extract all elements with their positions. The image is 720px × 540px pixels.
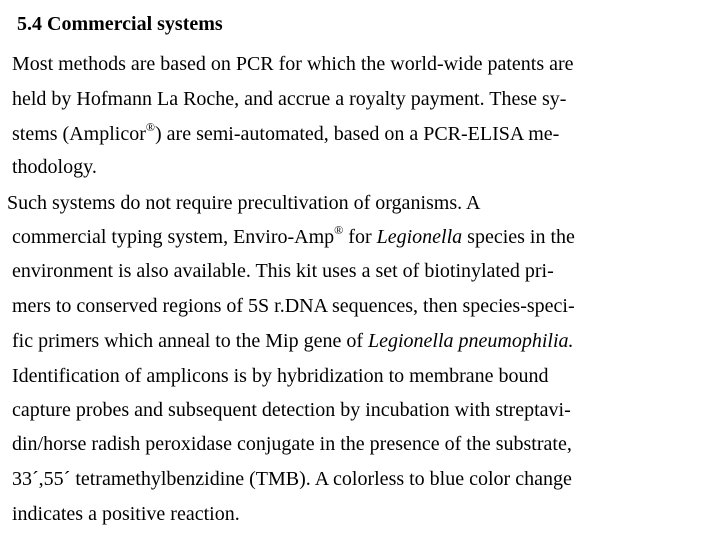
text-run: fic primers which anneal to the Mip gene of [12, 330, 368, 352]
paragraph-2-line-2 [12, 225, 575, 249]
paragraph-1-line-4: thodology. [12, 156, 97, 178]
paragraph-2-line-6: Identification of amplicons is by hybridization to membrane bound [12, 365, 549, 387]
paragraph-2-line-8: din/horse radish peroxidase conjugate in the presence of the substrate, [12, 433, 572, 455]
paragraph-2-line-1: Such systems do not require precultivation of organisms. A [7, 192, 481, 214]
italic-species-name: Legionella pneumophilia. [368, 330, 574, 352]
paragraph-1-line-3 [12, 122, 559, 146]
registered-mark: ® [334, 223, 344, 238]
paragraph-2-line-7: capture probes and subsequent detection by incubation with streptavi- [12, 399, 571, 421]
paragraph-2-line-4: mers to conserved regions of 5S r.DNA sequences, then species-speci- [12, 295, 575, 317]
text-run: species in the [462, 226, 575, 248]
text-run: ) are semi-automated, based on a PCR-ELISA me- [155, 123, 560, 145]
text-run: stems (Amplicor [12, 123, 146, 145]
paragraph-1-line-1: Most methods are based on PCR for which the world-wide patents are [12, 53, 574, 75]
paragraph-2-line-10: indicates a positive reaction. [12, 503, 240, 525]
text-run: commercial typing system, Enviro-Amp [12, 226, 335, 248]
paragraph-2-line-3: environment is also available. This kit uses a set of biotinylated pri- [12, 260, 554, 282]
italic-species-name: Legionella [376, 226, 463, 248]
section-heading: 5.4 Commercial systems [17, 13, 223, 35]
registered-mark: ® [145, 120, 155, 135]
paragraph-2-line-9: 33´,55´ tetramethylbenzidine (TMB). A colorless to blue color change [12, 468, 572, 490]
text-run: for [343, 226, 377, 248]
paragraph-1-line-2: held by Hofmann La Roche, and accrue a royalty payment. These sy- [12, 88, 567, 110]
paragraph-2-line-5 [12, 329, 574, 353]
